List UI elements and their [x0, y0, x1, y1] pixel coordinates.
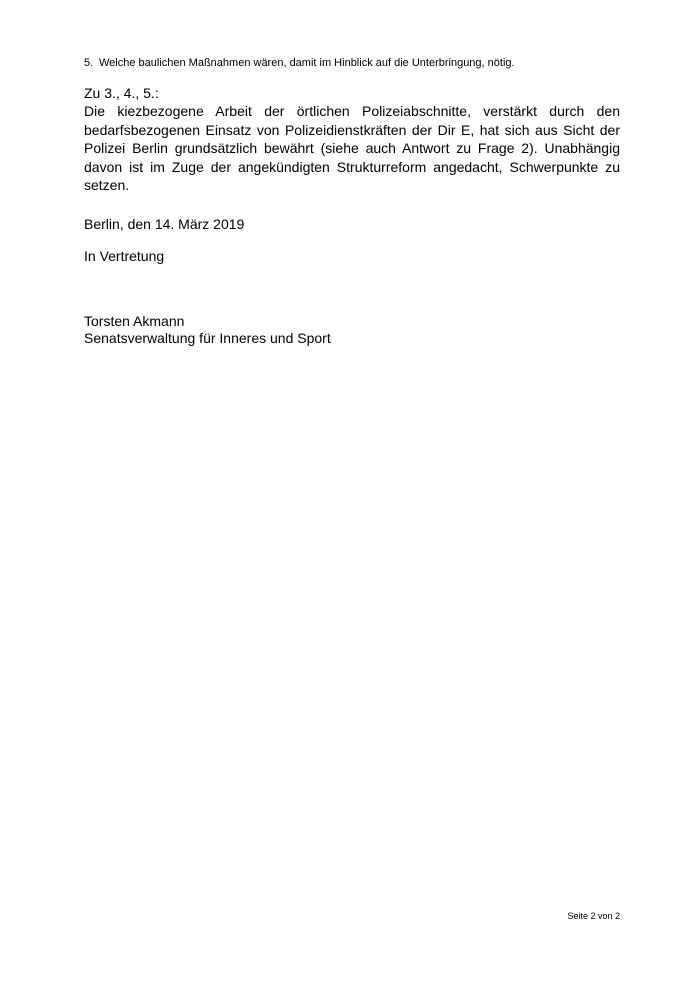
question-number: 5.: [84, 57, 94, 69]
question-text: Welche baulichen Maßnahmen wären, damit im Hinblick auf die Unterbringung, nötig.: [99, 57, 515, 69]
signer-department: Senatsverwaltung für Inneres und Sport: [84, 330, 331, 346]
answer-paragraph: Die kiezbezogene Arbeit der örtlichen Polizeiabschnitte, verstärkt durch den bedarfsbezogenen Einsatz von Polizeidienstkräften der Dir E, hat sich aus Sicht der Polizei Berlin grundsätzlich bewährt (siehe auch Antwort zu Frage 2). Unabhängig davon ist im Zuge der angekündigten Strukturreform angedacht, Schwerpunkte zu setzen.: [84, 103, 620, 193]
representation-note: In Vertretung: [84, 248, 165, 264]
page-number: Seite 2 von 2: [567, 911, 620, 921]
question-item: [84, 56, 624, 70]
date-line: Berlin, den 14. März 2019: [84, 216, 245, 232]
signer-name: Torsten Akmann: [84, 313, 185, 329]
answer-heading: Zu 3., 4., 5.:: [84, 85, 159, 101]
